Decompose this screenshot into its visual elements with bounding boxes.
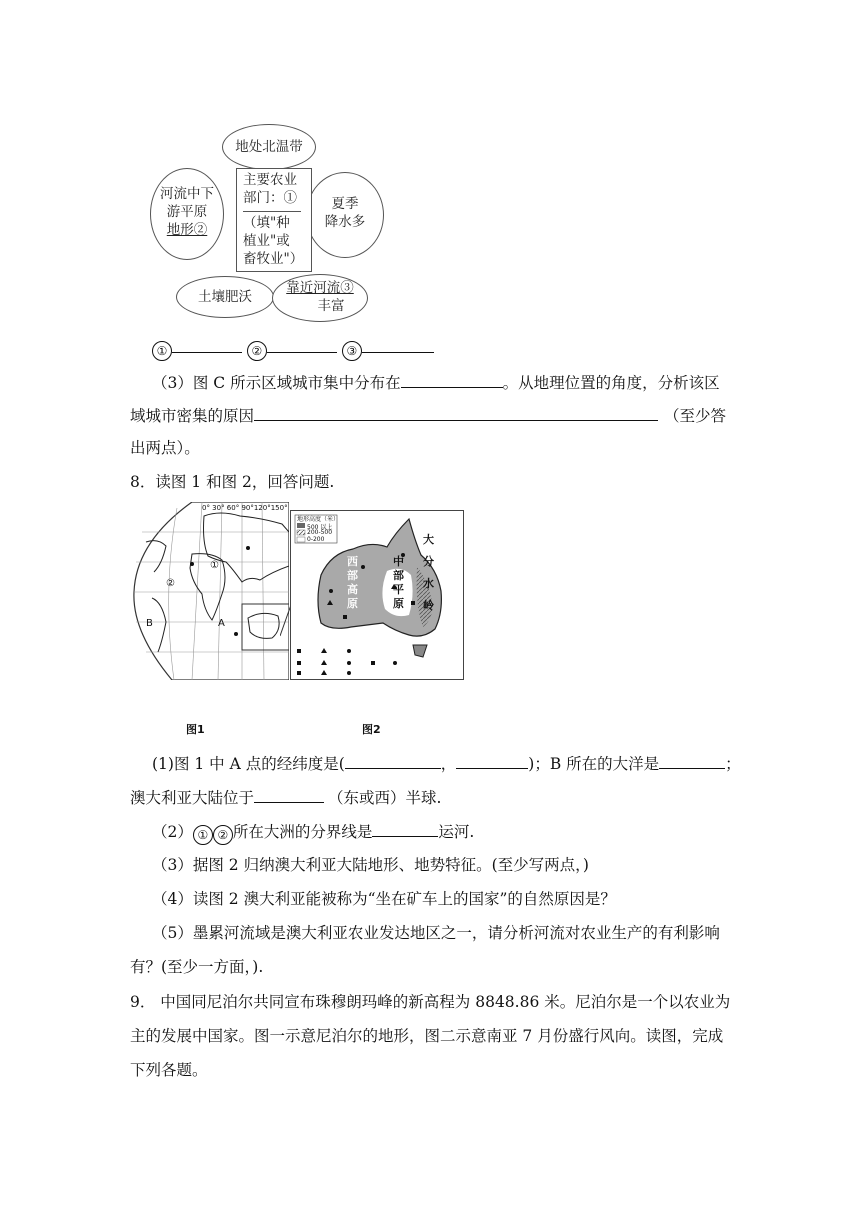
answer-number: ② <box>213 825 233 845</box>
legend-item: 200-500 <box>307 529 333 536</box>
question-8-title <box>130 471 334 493</box>
map-label-2: ② <box>166 578 175 589</box>
bubble-summer-rain <box>306 172 384 258</box>
question-3-line2 <box>130 404 726 427</box>
label-western-plateau <box>347 555 358 611</box>
question-text: (1)图 1 中 A 点的经纬度是( <box>152 755 345 773</box>
map-char: 原 <box>393 597 404 610</box>
figure-1-world-map <box>132 502 289 680</box>
question-8-4 <box>152 888 616 910</box>
world-map-svg <box>132 502 289 680</box>
question-text: （2） <box>152 823 193 841</box>
question-text: )；B 所在的大洋是 <box>528 755 660 773</box>
answer-blank[interactable] <box>345 752 441 769</box>
answer-blank[interactable] <box>401 371 503 388</box>
box-text: 部门：① <box>243 190 297 206</box>
bubble-river-plain <box>150 168 224 260</box>
answer-number: ③ <box>342 341 362 361</box>
box-underline <box>243 207 301 212</box>
bubble-north-temperate <box>222 124 316 170</box>
map-char: 平 <box>393 583 404 596</box>
question-8-1-line2 <box>130 786 441 809</box>
question-text: （3）据图 2 归纳澳大利亚大陆地形、地势特征。(至少写两点，) <box>152 856 589 874</box>
question-3-line1 <box>152 371 720 394</box>
question-text: 出两点）。 <box>130 439 200 457</box>
question-text: 有？(至少一方面，). <box>130 958 264 976</box>
answer-blank[interactable] <box>172 336 242 353</box>
label-great-dividing-range <box>423 529 434 617</box>
map-char: 部 <box>393 569 404 582</box>
question-text: （东或西）半球. <box>328 789 442 807</box>
figure-2-caption: 图2 <box>362 723 381 736</box>
answer-blank[interactable] <box>254 404 658 421</box>
question-9-line1 <box>130 991 730 1013</box>
box-text: 主要农业 <box>243 172 297 188</box>
bubble-text: 丰富 <box>317 298 345 314</box>
box-text: 植业"或 <box>243 233 290 249</box>
map-label-a: A <box>218 618 225 629</box>
legend-title: 地形高度（米） <box>297 516 340 523</box>
bubble-text: 夏季 <box>331 196 359 212</box>
bubble-text: 土壤肥沃 <box>198 289 252 305</box>
question-text: 域城市密集的原因 <box>130 407 255 425</box>
bubble-text: 靠近河流③ <box>286 280 354 296</box>
question-text: 。从地理位置的角度，分析该区 <box>502 374 720 392</box>
answer-blank[interactable] <box>267 336 337 353</box>
bubble-text: 河流中下 <box>160 186 214 202</box>
map-char: 高 <box>347 583 358 596</box>
longitude-labels: 0° 30° 60° 90°120°150° <box>202 504 288 512</box>
answer-blank[interactable] <box>362 336 434 353</box>
question-9-line2 <box>130 1025 723 1047</box>
question-9-line3 <box>130 1059 208 1081</box>
question-8-3 <box>152 854 589 876</box>
map-char: 分 <box>423 555 434 568</box>
question-text: 澳大利亚大陆位于 <box>130 789 255 807</box>
bubble-text: 地处北温带 <box>235 139 303 155</box>
question-text: ； <box>725 755 741 773</box>
map-char: 大 <box>423 533 434 546</box>
answer-number: ② <box>247 341 267 361</box>
question-text: （3）图 C 所示区域城市集中分布在 <box>152 374 401 392</box>
legend-item: 0-200 <box>307 536 325 543</box>
box-text: 畜牧业"） <box>243 251 304 267</box>
answer-blank[interactable] <box>659 752 725 769</box>
answer-number: ① <box>193 825 213 845</box>
map-char: 岭 <box>423 599 434 612</box>
question-8-5-line2 <box>130 956 263 978</box>
bubble-text: 地形② <box>166 222 208 238</box>
map-char: 水 <box>423 577 434 590</box>
question-8-1-line1 <box>152 752 741 775</box>
bubble-near-river <box>272 274 368 322</box>
answer-blank[interactable] <box>456 752 528 769</box>
agriculture-sector-box <box>236 168 312 272</box>
question-text: 8．读图 1 和图 2，回答问题. <box>130 473 335 491</box>
map-label-1: ① <box>210 560 219 571</box>
question-text: 运河. <box>438 823 475 841</box>
question-8-5-line1 <box>152 922 720 944</box>
question-text: （5）墨累河流域是澳大利亚农业发达地区之一，请分析河流对农业生产的有利影响 <box>152 924 720 942</box>
figure-1-caption: 图1 <box>186 723 205 736</box>
question-text: 主的发展中国家。图一示意尼泊尔的地形，图二示意南亚 7 月份盛行风向。读图，完成 <box>130 1027 724 1045</box>
map-char: 中 <box>393 555 404 568</box>
map-char: 部 <box>347 569 358 582</box>
map-char: 原 <box>347 597 358 610</box>
label-central-plain <box>393 555 404 611</box>
question-8-2 <box>152 820 474 845</box>
question-text: （至少答 <box>664 407 727 425</box>
question-3-line3 <box>130 437 200 459</box>
box-text: （填"种 <box>243 215 290 231</box>
question-text: 下列各题。 <box>130 1061 208 1079</box>
question-text: （4）读图 2 澳大利亚能被称为“坐在矿车上的国家”的自然原因是？ <box>152 890 616 908</box>
answer-blank[interactable] <box>372 820 438 837</box>
answer-blanks-row <box>152 336 434 361</box>
map-char: 西 <box>347 555 358 568</box>
bubble-text: 降水多 <box>324 214 366 230</box>
question-text: ， <box>440 755 457 773</box>
legend-item: 500 以上 <box>307 524 333 531</box>
map-label-b: B <box>146 618 153 629</box>
figure-2-australia-map <box>290 510 464 680</box>
answer-blank[interactable] <box>254 786 324 803</box>
bubble-text: 游平原 <box>166 204 208 220</box>
answer-number: ① <box>152 341 172 361</box>
question-text: 9． 中国同尼泊尔共同宣布珠穆朗玛峰的新高程为 8848.86 米。尼泊尔是一个以农业为 <box>130 993 731 1011</box>
bubble-fertile-soil <box>176 276 274 318</box>
question-text: 所在大洲的分界线是 <box>232 823 373 841</box>
